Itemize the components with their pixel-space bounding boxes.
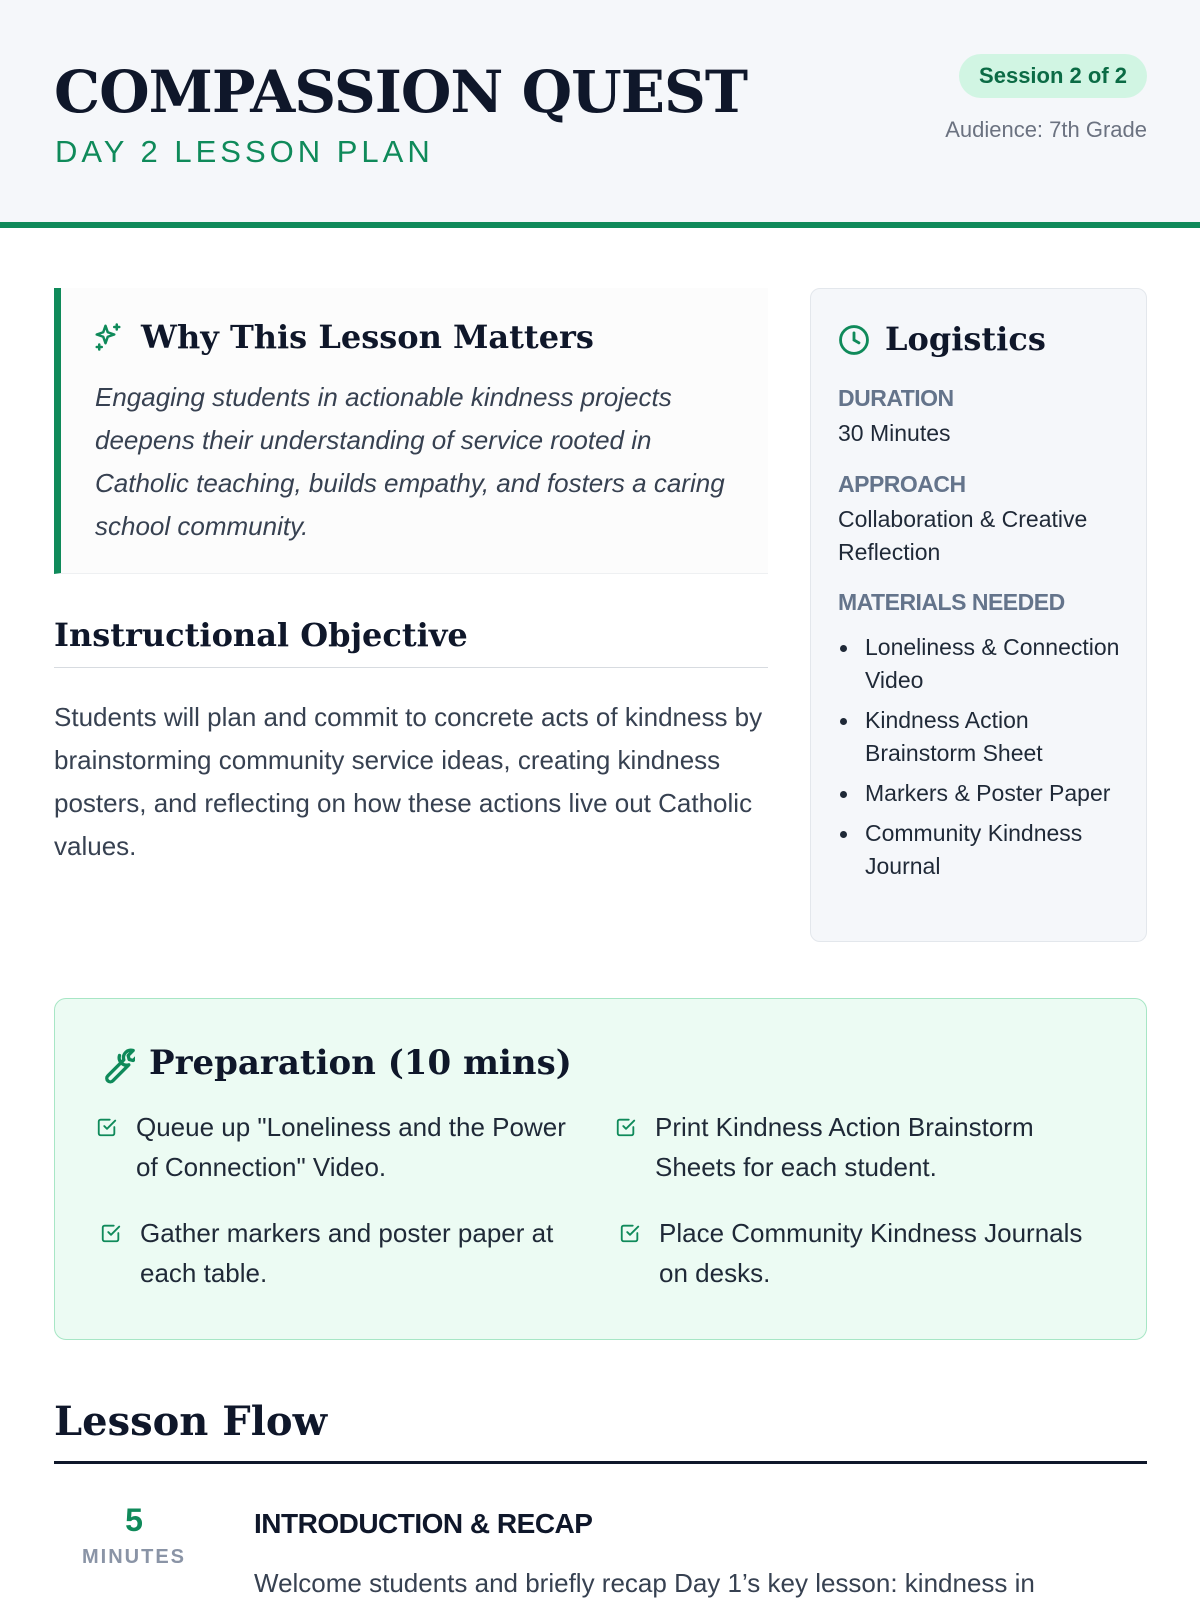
materials-label: MATERIALS NEEDED	[838, 589, 1065, 615]
sparkles-icon	[93, 322, 123, 352]
step-minutes: 5	[125, 1502, 143, 1538]
list-item: Markers & Poster Paper	[838, 777, 1128, 810]
list-item: Kindness Action Brainstorm Sheet	[838, 704, 1128, 770]
list-item: Loneliness & Connection Video	[838, 631, 1128, 697]
step-title: INTRODUCTION & RECAP	[254, 1508, 593, 1539]
logistics-card	[810, 288, 1147, 942]
prep-item	[136, 1107, 576, 1187]
duration-label: DURATION	[838, 385, 954, 411]
lesson-flow-divider	[54, 1461, 1147, 1464]
audience-label: Audience: 7th Grade	[945, 117, 1147, 142]
page-subtitle: DAY 2 LESSON PLAN	[55, 134, 434, 169]
checkbox-icon	[100, 1222, 122, 1244]
lesson-flow-title: Lesson Flow	[54, 1398, 328, 1445]
objective-divider	[54, 667, 768, 668]
checkbox-icon	[96, 1116, 118, 1138]
objective-text: Students will plan and commit to concrete acts of kindness by brainstorming community service ideas, creating kindness posters, and reflecting on how these actions live out Catholic values.	[54, 702, 763, 861]
why-title: Why This Lesson Matters	[141, 318, 594, 356]
wrench-icon	[95, 1045, 135, 1085]
step-description: Welcome students and briefly recap Day 1’s key lesson: kindness in	[254, 1568, 1035, 1598]
approach-label: APPROACH	[838, 471, 966, 497]
page-title: COMPASSION QUEST	[54, 58, 747, 126]
approach-value: Collaboration & Creative Reflection	[838, 506, 1088, 565]
clock-icon	[837, 323, 871, 357]
why-text: Engaging students in actionable kindness projects deepens their understanding of service rooted in Catholic teaching, builds empathy, and fosters a caring school community.	[95, 382, 725, 541]
preparation-title: Preparation (10 mins)	[149, 1043, 572, 1083]
prep-item	[659, 1213, 1099, 1293]
objective-title: Instructional Objective	[54, 616, 468, 654]
prep-item-text: Place Community Kindness Journals on desks.	[659, 1218, 1083, 1288]
session-badge: Session 2 of 2	[959, 54, 1147, 98]
prep-item	[140, 1213, 580, 1293]
list-item: Community Kindness Journal	[838, 817, 1128, 883]
checkbox-icon	[615, 1116, 637, 1138]
prep-item-text: Print Kindness Action Brainstorm Sheets for each student.	[655, 1112, 1034, 1182]
prep-item-text: Queue up "Loneliness and the Power of Connection" Video.	[136, 1112, 566, 1182]
logistics-title: Logistics	[885, 320, 1046, 358]
materials-list	[838, 631, 1128, 890]
why-card	[54, 288, 768, 574]
preparation-card	[54, 998, 1147, 1340]
prep-item-text: Gather markers and poster paper at each table.	[140, 1218, 554, 1288]
duration-value: 30 Minutes	[838, 420, 951, 446]
page-header	[0, 0, 1200, 228]
step-minutes-unit: MINUTES	[82, 1546, 186, 1568]
checkbox-icon	[619, 1222, 641, 1244]
prep-item	[655, 1107, 1095, 1187]
